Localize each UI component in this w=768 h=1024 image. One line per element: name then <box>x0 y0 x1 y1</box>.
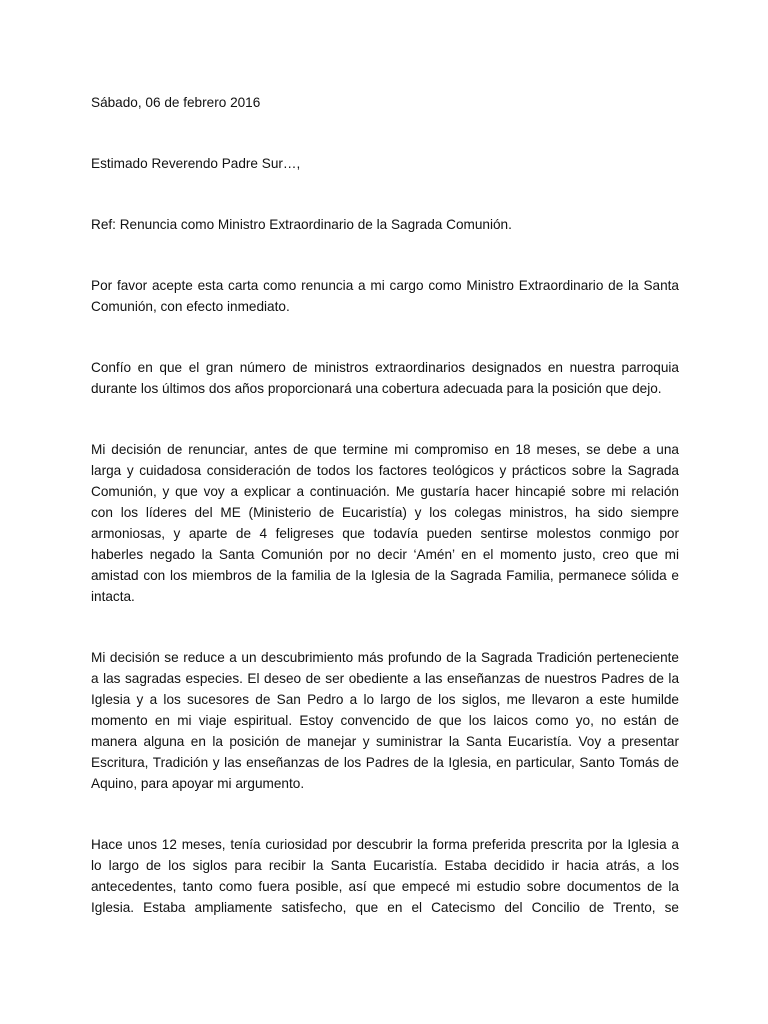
letter-body <box>91 275 679 918</box>
paragraph-line: Comunión, y que voy a explicar a continuación. Me gustaría hacer hincapié sobre mi relación <box>91 484 679 499</box>
paragraph-line: lo largo de los siglos para recibir la Santa Eucaristía. Estaba decidido ir hacia atrás, a los <box>91 858 679 873</box>
paragraph-line: momento en mi viaje espiritual. Estoy convencido de que los laicos como yo, no están de <box>91 713 679 728</box>
paragraph-line: larga y cuidadosa consideración de todos los factores teológicos y prácticos sobre la Sagrada <box>91 463 679 478</box>
paragraph-line: haberles negado la Santa Comunión por no decir ‘Amén’ en el momento justo, creo que mi <box>91 547 679 562</box>
paragraph-line: Mi decisión de renunciar, antes de que termine mi compromiso en 18 meses, se debe a una <box>91 442 679 457</box>
paragraph-line: Iglesia. Estaba ampliamente satisfecho, que en el Catecismo del Concilio de Trento, se <box>91 900 679 915</box>
paragraph-line: Aquino, para apoyar mi argumento. <box>91 776 305 791</box>
paragraph-line: durante los últimos dos años proporcionará una cobertura adecuada para la posición que dejo. <box>91 381 662 396</box>
letter-salutation: Estimado Reverendo Padre Sur…, <box>91 156 301 171</box>
paragraph-line: Confío en que el gran número de ministros extraordinarios designados en nuestra parroquia <box>91 360 679 375</box>
paragraph-line: a las sagradas especies. El deseo de ser obediente a las enseñanzas de nuestros Padres de la <box>91 671 679 686</box>
paragraph-line: armoniosas, y aparte de 4 feligreses que todavía pueden sentirse molestos conmigo por <box>91 526 679 541</box>
paragraph-line: Hace unos 12 meses, tenía curiosidad por descubrir la forma preferida prescrita por la Iglesia a <box>91 837 679 852</box>
paragraph-line: antecedentes, tanto como fuera posible, así que empecé mi estudio sobre documentos de la <box>91 879 679 894</box>
paragraph-line: Escritura, Tradición y las enseñanzas de los Padres de la Iglesia, en particular, Santo Tomás de <box>91 755 679 770</box>
letter-paragraph <box>91 439 679 607</box>
letter-paragraph <box>91 357 679 399</box>
paragraph-line: con los líderes del ME (Ministerio de Eucaristía) y los colegas ministros, ha sido siempre <box>91 505 679 520</box>
letter-paragraph <box>91 834 679 918</box>
letter-paragraph <box>91 647 679 794</box>
paragraph-line: Iglesia y a los sucesores de San Pedro a lo largo de los siglos, me llevaron a este humilde <box>91 692 679 707</box>
letter-paragraph <box>91 275 679 317</box>
letter-reference: Ref: Renuncia como Ministro Extraordinario de la Sagrada Comunión. <box>91 217 512 232</box>
paragraph-line: manera alguna en la posición de manejar y suministrar la Santa Eucaristía. Voy a presentar <box>91 734 679 749</box>
letter-date: Sábado, 06 de febrero 2016 <box>91 95 261 110</box>
paragraph-line: Por favor acepte esta carta como renuncia a mi cargo como Ministro Extraordinario de la Santa <box>91 278 679 293</box>
letter-page <box>91 92 679 958</box>
paragraph-line: Comunión, con efecto inmediato. <box>91 299 290 314</box>
paragraph-line: intacta. <box>91 589 135 604</box>
paragraph-line: Mi decisión se reduce a un descubrimiento más profundo de la Sagrada Tradición perteneciente <box>91 650 679 665</box>
paragraph-line: amistad con los miembros de la familia de la Iglesia de la Sagrada Familia, permanece sólida e <box>91 568 679 583</box>
